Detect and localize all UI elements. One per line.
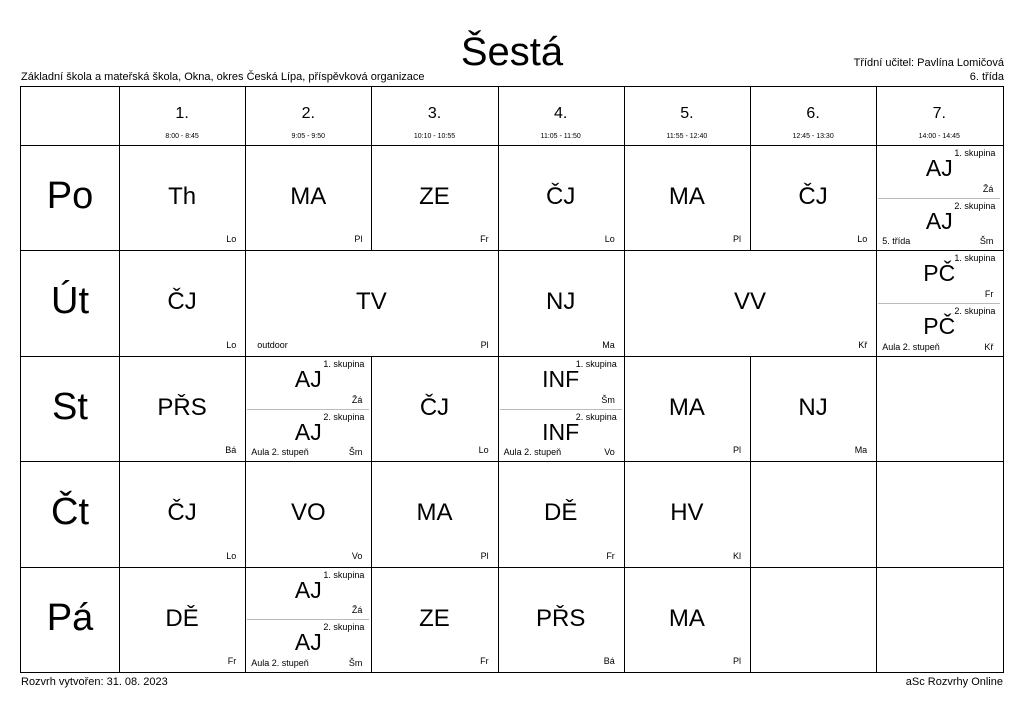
lesson-teacher: Šm [348,658,363,668]
class-name: 6. třída [969,71,1004,83]
lesson-subject: MA [668,183,705,210]
period-number: 2. [301,105,315,122]
lesson-subject: INF [542,418,580,445]
lesson-room: 5. třída [882,236,911,247]
day-label: Po [46,175,94,217]
lesson-subject: ZE [419,183,450,210]
group-label: 1. skupina [954,253,996,264]
lesson-subject: TV [356,288,387,316]
cell-col-divider [750,461,751,566]
lesson-subject: AJ [294,629,322,656]
header-divider [21,145,1003,146]
lesson-teacher: Fr [480,656,489,666]
period-number: 7. [932,105,946,122]
lesson-subject: ZE [419,604,450,632]
lesson-teacher: Bá [225,445,237,456]
day-label: St [52,385,88,428]
group-divider [878,303,1000,304]
period-time: 8:00 - 8:45 [165,133,199,140]
lesson-teacher: Žá [982,183,994,194]
lesson-subject: Th [168,183,197,210]
row-divider [21,461,1003,462]
lesson-subject: NJ [546,288,576,316]
lesson-subject: ČJ [419,393,450,421]
lesson-subject: HV [670,499,704,527]
lesson-teacher: Kl [732,550,741,561]
lesson-subject: MA [290,183,327,210]
period-time: 10:10 - 10:55 [413,133,456,140]
lesson-subject: INF [542,365,580,392]
lesson-subject: MA [668,393,705,421]
lesson-teacher: Pl [732,656,741,666]
lesson-room: Aula 2. stupeň [503,447,562,458]
group-label: 1. skupina [954,148,996,158]
group-label: 1. skupina [323,569,365,580]
lesson-teacher: Kř [984,341,994,352]
lesson-teacher: Šm [348,447,363,458]
lesson-subject: NJ [798,393,828,421]
lesson-subject: MA [416,499,453,527]
lesson-teacher: Žá [351,605,363,616]
group-label: 2. skupina [954,306,996,317]
brand-label: aSc Rozvrhy Online [905,676,1003,688]
group-label: 2. skupina [954,200,996,211]
created-date: Rozvrh vytvořen: 31. 08. 2023 [21,676,168,688]
lesson-teacher: Kř [858,339,868,350]
lesson-subject: MA [668,604,705,632]
group-divider [247,619,369,620]
lesson-subject: AJ [925,155,953,181]
group-label: 2. skupina [323,411,365,422]
lesson-subject: ČJ [546,183,576,210]
lesson-teacher: Fr [227,656,237,666]
row-divider [21,250,1003,251]
lesson-teacher: Pl [354,234,363,245]
lesson-teacher: Vo [351,550,363,561]
lesson-teacher: Lo [226,339,237,350]
lesson-subject: PČ [923,260,956,287]
lesson-subject: PŘS [157,393,207,421]
lesson-subject: ČJ [167,288,197,316]
lesson-teacher: Šm [979,236,994,247]
lesson-teacher: Vo [604,447,615,458]
lesson-room: Aula 2. stupeň [251,658,309,668]
day-label: Út [51,280,89,323]
day-label: Pá [46,596,94,639]
period-time: 11:55 - 12:40 [666,133,708,140]
group-divider [247,409,369,410]
group-divider [500,409,622,410]
lesson-teacher: Lo [226,234,237,245]
cell-col-divider [876,461,877,566]
lesson-teacher: Žá [351,394,363,405]
cell-col-divider [876,567,877,672]
cell-col-divider [876,356,877,461]
group-label: 2. skupina [575,411,617,422]
lesson-subject: ČJ [798,183,828,210]
period-number: 5. [680,105,694,122]
lesson-subject: ČJ [167,499,197,527]
group-divider [878,198,1000,199]
lesson-teacher: Pl [732,234,741,245]
lesson-teacher: Ma [602,339,615,350]
lesson-teacher: Lo [857,234,868,245]
lesson-teacher: Pl [732,445,741,456]
group-label: 1. skupina [575,358,617,369]
lesson-teacher: Fr [606,550,615,561]
lesson-subject: PŘS [536,604,586,632]
period-time: 12:45 - 13:30 [792,133,834,140]
period-time: 11:05 - 11:50 [540,133,581,140]
lesson-room: Aula 2. stupeň [251,447,309,458]
period-time: 14:00 - 14:45 [918,133,960,140]
lesson-teacher: Fr [480,234,489,245]
lesson-teacher: Šm [601,394,615,405]
lesson-subject: PČ [923,313,956,340]
lesson-teacher: Lo [604,234,615,245]
day-label: Čt [51,491,89,534]
lesson-subject: VV [733,288,766,316]
lesson-room: Aula 2. stupeň [882,341,940,352]
lesson-teacher: Fr [984,289,994,300]
lesson-teacher: Pl [480,339,489,350]
lesson-subject: AJ [925,207,953,234]
cell-col-divider [750,567,751,672]
lesson-subject: DĚ [165,604,199,632]
period-number: 3. [427,105,442,122]
row-divider [21,567,1003,568]
school-name: Základní škola a mateřská škola, Okna, okres Česká Lípa, příspěvková organizace [21,71,425,83]
class-teacher: Třídní učitel: Pavlína Lomičová [853,57,1004,69]
period-number: 1. [175,105,189,122]
lesson-subject: DĚ [544,499,578,527]
lesson-teacher: Ma [854,445,868,456]
lesson-teacher: Lo [226,550,237,561]
lesson-teacher: Lo [478,445,489,456]
period-number: 6. [806,105,820,122]
lesson-teacher: Pl [480,550,489,561]
day-col-divider [119,87,120,672]
row-divider [21,356,1003,357]
lesson-subject: AJ [294,576,322,603]
lesson-subject: VO [290,499,326,527]
lesson-subject: AJ [294,365,322,392]
lesson-room: outdoor [257,339,288,350]
lesson-teacher: Bá [603,656,615,666]
group-label: 2. skupina [323,622,365,633]
lesson-subject: AJ [294,418,322,445]
period-number: 4. [554,105,568,122]
period-time: 9:05 - 9:50 [291,133,326,140]
timetable-grid [20,86,1004,673]
page-title: Šestá [460,30,564,74]
group-label: 1. skupina [323,358,365,369]
